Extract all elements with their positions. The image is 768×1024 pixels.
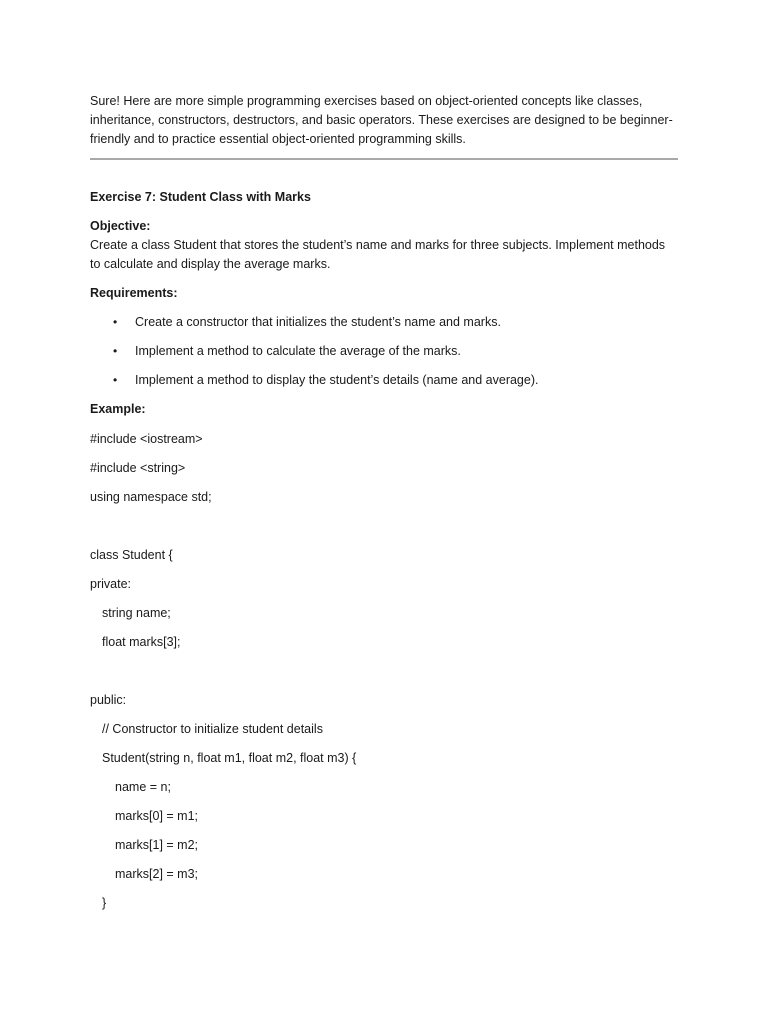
objective-line: to calculate and display the average marks. [90,257,331,271]
exercise-title: Exercise 7: Student Class with Marks [90,190,311,204]
bullet-icon: • [113,344,118,358]
objective-heading: Objective: [90,219,151,233]
code-line: using namespace std; [90,490,212,504]
code-line: #include <string> [90,461,186,475]
code-line: marks[1] = m2; [115,838,199,852]
example-heading: Example: [90,402,146,416]
code-line: marks[2] = m3; [115,867,199,881]
code-line: } [102,896,107,910]
horizontal-divider [90,158,678,160]
code-line: class Student { [90,548,173,562]
code-line: name = n; [115,780,171,794]
code-line: // Constructor to initialize student details [102,722,323,736]
code-line: string name; [102,606,171,620]
code-line: public: [90,693,127,707]
objective-line: Create a class Student that stores the student’s name and marks for three subjects. Implement methods [90,238,666,252]
code-line: float marks[3]; [102,635,181,649]
intro-line: Sure! Here are more simple programming exercises based on object-oriented concepts like classes, [90,94,643,108]
bullet-icon: • [113,373,118,387]
intro-line: friendly and to practice essential object-oriented programming skills. [90,132,466,146]
bullet-icon: • [113,315,118,329]
code-line: marks[0] = m1; [115,809,199,823]
code-line: #include <iostream> [90,432,203,446]
requirement-item: Implement a method to display the student’s details (name and average). [135,373,539,387]
requirement-item: Create a constructor that initializes the student’s name and marks. [135,315,501,329]
code-line: private: [90,577,131,591]
requirement-item: Implement a method to calculate the average of the marks. [135,344,461,358]
intro-line: inheritance, constructors, destructors, and basic operators. These exercises are designed to be beginner- [90,113,673,127]
code-line: Student(string n, float m1, float m2, float m3) { [102,751,357,765]
requirements-heading: Requirements: [90,286,178,300]
intro-paragraph [90,92,680,149]
